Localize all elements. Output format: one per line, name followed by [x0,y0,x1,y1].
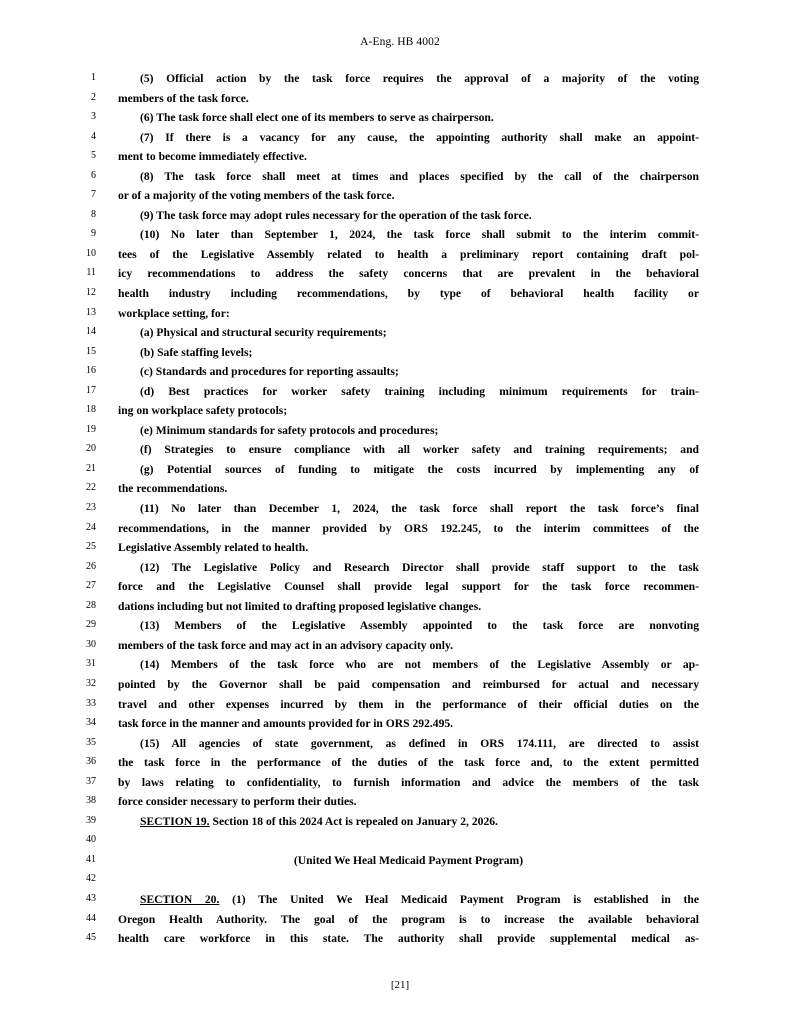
section-text: Section 18 of this 2024 Act is repealed on January 2, 2026. [209,814,498,828]
bill-line [0,753,800,773]
bill-line [0,323,800,343]
bill-line [0,538,800,558]
line-number: 8 [91,208,96,220]
bill-line [0,636,800,656]
document-header: A-Eng. HB 4002 [360,36,440,48]
line-text: (f) Strategies to ensure compliance with all worker safety and training requirements; and [140,443,699,457]
line-number: 28 [86,599,96,611]
line-text: (10) No later than September 1, 2024, the task force shall submit to the interim commit- [140,228,699,242]
bill-line [0,147,800,167]
line-number: 38 [86,795,96,807]
line-number: 29 [86,619,96,631]
line-number: 39 [86,814,96,826]
line-number: 16 [86,365,96,377]
bill-line [0,519,800,539]
line-text [118,812,699,832]
line-number: 27 [86,580,96,592]
line-number: 30 [86,638,96,650]
bill-line [0,460,800,480]
line-number: 43 [86,892,96,904]
line-number: 31 [86,658,96,670]
bill-text-lines [0,69,800,949]
line-text: health industry including recommendations, by type of behavioral health facility or [118,287,699,301]
line-number: 18 [86,404,96,416]
line-number: 26 [86,560,96,572]
line-text: travel and other expenses incurred by them in the performance of their official duties on the [118,697,699,711]
line-number: 24 [86,521,96,533]
line-text: members of the task force. [118,91,249,105]
section-heading: SECTION 20. [140,892,220,906]
line-number: 41 [86,853,96,865]
line-number: 5 [91,150,96,162]
line-text: ing on workplace safety protocols; [118,404,288,418]
line-number: 22 [86,482,96,494]
bill-line [0,890,800,910]
line-number: 1 [91,72,96,83]
line-number: 17 [86,384,96,396]
bill-line [0,910,800,930]
line-number: 42 [86,873,96,885]
line-number: 4 [91,130,96,142]
line-number: 21 [86,462,96,474]
bill-line [0,401,800,421]
section-heading: SECTION 19. [140,814,210,828]
bill-line [0,499,800,519]
line-text: tees of the Legislative Assembly related to health a preliminary report containing draft pol- [118,247,699,261]
bill-line [0,284,800,304]
bill-line [0,304,800,324]
line-text [118,890,699,910]
line-text: recommendations, in the manner provided by ORS 192.245, to the interim committees of the [118,521,699,535]
line-text: icy recommendations to address the safety concerns that are prevalent in the behavioral [118,267,699,281]
line-text: pointed by the Governor shall be paid compensation and reimbursed for actual and necessary [118,677,699,691]
bill-line [0,69,800,89]
line-text: (c) Standards and procedures for reporting assaults; [140,365,399,379]
line-text: (d) Best practices for worker safety training including minimum requirements for train- [140,384,699,398]
line-number: 10 [86,247,96,259]
line-text: members of the task force and may act in an advisory capacity only. [118,638,454,652]
line-number: 37 [86,775,96,787]
section-text: (1) The United We Heal Medicaid Payment Program is established in the [219,892,699,906]
line-text: Legislative Assembly related to health. [118,541,309,555]
line-number: 25 [86,541,96,553]
line-number: 9 [91,228,96,240]
bill-line [0,89,800,109]
bill-line [0,421,800,441]
line-text: (5) Official action by the task force requires the approval of a majority of the voting [140,72,699,85]
line-number: 20 [86,443,96,455]
bill-line [0,479,800,499]
bill-line [0,655,800,675]
bill-line [0,382,800,402]
bill-line [0,734,800,754]
line-number: 13 [86,306,96,318]
line-text: (15) All agencies of state government, as defined in ORS 174.111, are directed to assist [140,736,699,750]
line-text: (8) The task force shall meet at times and places specified by the call of the chairperson [140,169,699,183]
line-number: 15 [86,345,96,357]
line-text: (United We Heal Medicaid Payment Program) [293,853,524,867]
line-text: (14) Members of the task force who are not members of the Legislative Assembly or ap- [140,658,699,672]
line-number: 3 [91,111,96,123]
line-number: 2 [91,91,96,103]
line-number: 14 [86,326,96,338]
bill-line [0,362,800,382]
line-text: Oregon Health Authority. The goal of the program is to increase the available behavioral [118,912,699,926]
bill-line [0,870,800,890]
page-number: [21] [390,979,410,991]
bill-line [0,695,800,715]
line-number: 7 [91,189,96,201]
line-number: 35 [86,736,96,748]
line-text: (a) Physical and structural security requirements; [140,326,387,340]
bill-line [0,714,800,734]
line-text: (b) Safe staffing levels; [140,345,253,359]
line-text: workplace setting, for: [118,306,230,320]
bill-line [0,440,800,460]
line-text: health care workforce in this state. The authority shall provide supplemental medical as- [118,932,699,946]
bill-line [0,264,800,284]
bill-line [0,245,800,265]
line-number: 36 [86,756,96,768]
line-number: 23 [86,502,96,514]
bill-line [0,577,800,597]
line-number: 33 [86,697,96,709]
line-text: by laws relating to confidentiality, to furnish information and advice the members of the task [118,775,699,789]
line-number: 12 [86,287,96,299]
bill-line [0,773,800,793]
line-text: (e) Minimum standards for safety protocols and procedures; [140,423,439,437]
bill-line [0,851,800,871]
line-text: (9) The task force may adopt rules necessary for the operation of the task force. [140,208,532,222]
line-number: 19 [86,423,96,435]
line-number: 34 [86,717,96,729]
line-text: (12) The Legislative Policy and Research Director shall provide staff support to the task [140,560,699,574]
line-text: the task force in the performance of the duties of the task force and, to the extent permitted [118,756,699,770]
line-text: the recommendations. [118,482,228,496]
bill-line [0,167,800,187]
bill-line [0,792,800,812]
bill-line [0,929,800,949]
bill-line [0,343,800,363]
bill-line [0,597,800,617]
bill-line [0,206,800,226]
line-text: (13) Members of the Legislative Assembly appointed to the task force are nonvoting [140,619,699,633]
line-text: (6) The task force shall elect one of its members to serve as chairperson. [140,111,494,125]
bill-line [0,675,800,695]
bill-line [0,558,800,578]
line-number: 40 [86,834,96,846]
line-text: ment to become immediately effective. [118,150,307,164]
line-text: task force in the manner and amounts provided for in ORS 292.495. [118,717,454,731]
bill-line [0,616,800,636]
line-text: or of a majority of the voting members of the task force. [118,189,395,203]
bill-line [0,108,800,128]
bill-line [0,225,800,245]
line-number: 6 [91,169,96,181]
line-number: 32 [86,677,96,689]
bill-line [0,831,800,851]
bill-line [0,128,800,148]
line-number: 11 [86,267,96,279]
bill-line [0,186,800,206]
line-number: 44 [86,912,96,924]
line-text: (g) Potential sources of funding to mitigate the costs incurred by implementing any of [140,462,699,476]
line-text: (11) No later than December 1, 2024, the task force shall report the task force’s final [140,502,699,516]
line-text: (7) If there is a vacancy for any cause, the appointing authority shall make an appoint- [140,130,699,144]
line-number: 45 [86,932,96,944]
line-text: force consider necessary to perform their duties. [118,795,357,809]
line-text: force and the Legislative Counsel shall provide legal support for the task force recommen- [118,580,699,594]
bill-line [0,812,800,832]
line-text: dations including but not limited to drafting proposed legislative changes. [118,599,482,613]
